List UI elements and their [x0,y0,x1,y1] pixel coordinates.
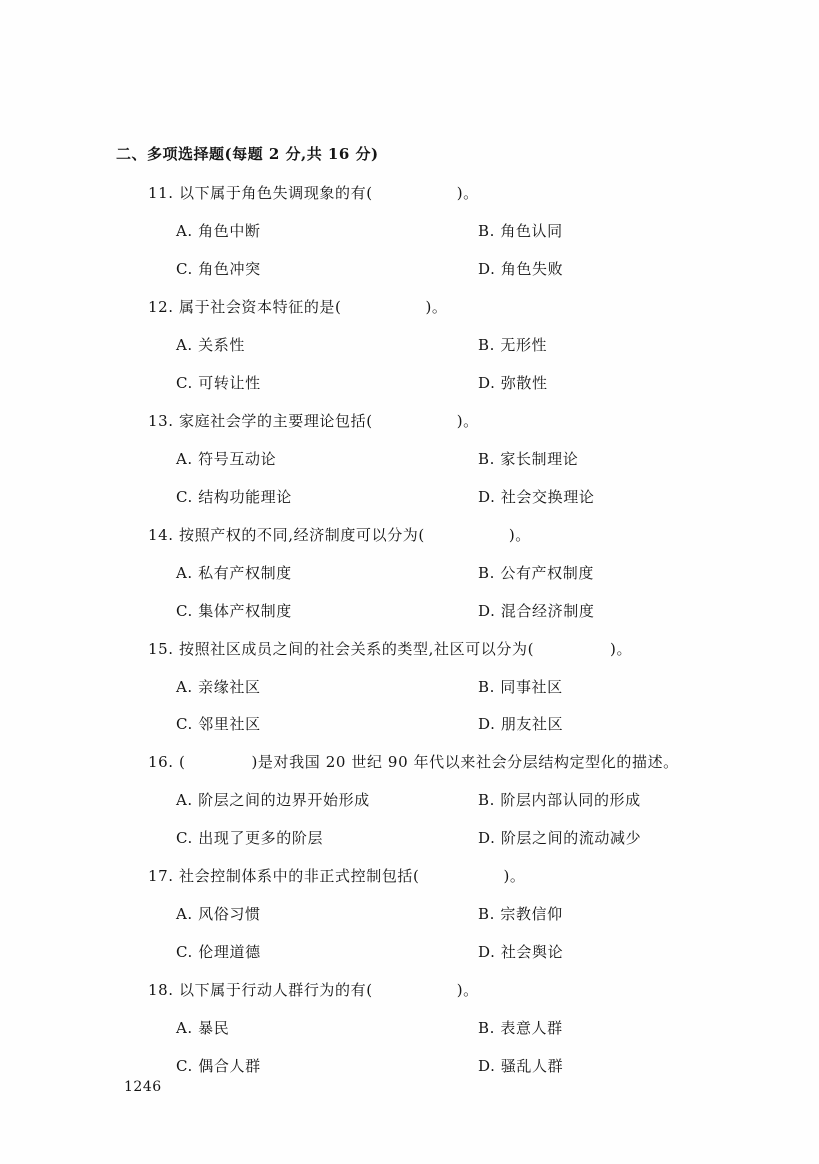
question-stem: 17. 社会控制体系中的非正式控制包括( [148,867,420,885]
question-stem-end: )。 [456,981,479,999]
option-b: B. 阶层内部认同的形成 [478,791,641,809]
question-stem: 11. 以下属于角色失调现象的有( [148,184,373,202]
question-stem: 18. 以下属于行动人群行为的有( [148,981,373,999]
option-c: C. 可转让性 [176,374,261,392]
option-d: D. 社会交换理论 [478,488,595,506]
option-c: C. 集体产权制度 [176,602,292,620]
option-d: D. 弥散性 [478,374,548,392]
option-c: C. 邻里社区 [176,715,261,733]
option-a: A. 亲缘社区 [176,678,261,696]
question-stem: 12. 属于社会资本特征的是( [148,298,342,316]
option-b: B. 公有产权制度 [478,564,594,582]
option-a: A. 私有产权制度 [176,564,292,582]
question-16 [148,751,679,772]
option-b: B. 宗教信仰 [478,905,563,923]
question-stem: 14. 按照产权的不同,经济制度可以分为( [148,526,425,544]
question-stem: 16. ( [148,753,186,771]
option-a: A. 符号互动论 [176,450,277,468]
question-11 [148,182,479,203]
option-d: D. 朋友社区 [478,715,564,733]
option-d: D. 角色失败 [478,260,564,278]
question-stem-end: )。 [425,298,448,316]
question-stem-end: )。 [456,184,479,202]
option-d: D. 混合经济制度 [478,602,595,620]
question-14 [148,524,531,545]
option-c: C. 伦理道德 [176,943,261,961]
question-12 [148,296,448,317]
section-title: 二、多项选择题(每题 2 分,共 16 分) [116,145,379,163]
option-c: C. 结构功能理论 [176,488,292,506]
option-d: D. 阶层之间的流动减少 [478,829,642,847]
question-15 [148,638,632,659]
question-stem-end: )是对我国 20 世纪 90 年代以来社会分层结构定型化的描述。 [251,753,679,771]
option-d: D. 社会舆论 [478,943,564,961]
option-b: B. 无形性 [478,336,548,354]
option-b: B. 家长制理论 [478,450,579,468]
page-number: 1246 [124,1079,162,1095]
option-c: C. 角色冲突 [176,260,261,278]
question-stem: 15. 按照社区成员之间的社会关系的类型,社区可以分为( [148,640,535,658]
option-b: B. 表意人群 [478,1019,563,1037]
option-a: A. 风俗习惯 [176,905,261,923]
option-a: A. 阶层之间的边界开始形成 [176,791,370,809]
question-18 [148,979,479,1000]
option-b: B. 角色认同 [478,222,563,240]
option-b: B. 同事社区 [478,678,563,696]
option-c: C. 偶合人群 [176,1057,261,1075]
question-stem-end: )。 [508,526,531,544]
question-stem: 13. 家庭社会学的主要理论包括( [148,412,373,430]
option-a: A. 暴民 [176,1019,230,1037]
option-c: C. 出现了更多的阶层 [176,829,324,847]
question-stem-end: )。 [610,640,633,658]
question-stem-end: )。 [456,412,479,430]
option-a: A. 角色中断 [176,222,261,240]
option-a: A. 关系性 [176,336,245,354]
question-17 [148,865,526,886]
option-d: D. 骚乱人群 [478,1057,564,1075]
question-13 [148,410,479,431]
question-stem-end: )。 [503,867,526,885]
